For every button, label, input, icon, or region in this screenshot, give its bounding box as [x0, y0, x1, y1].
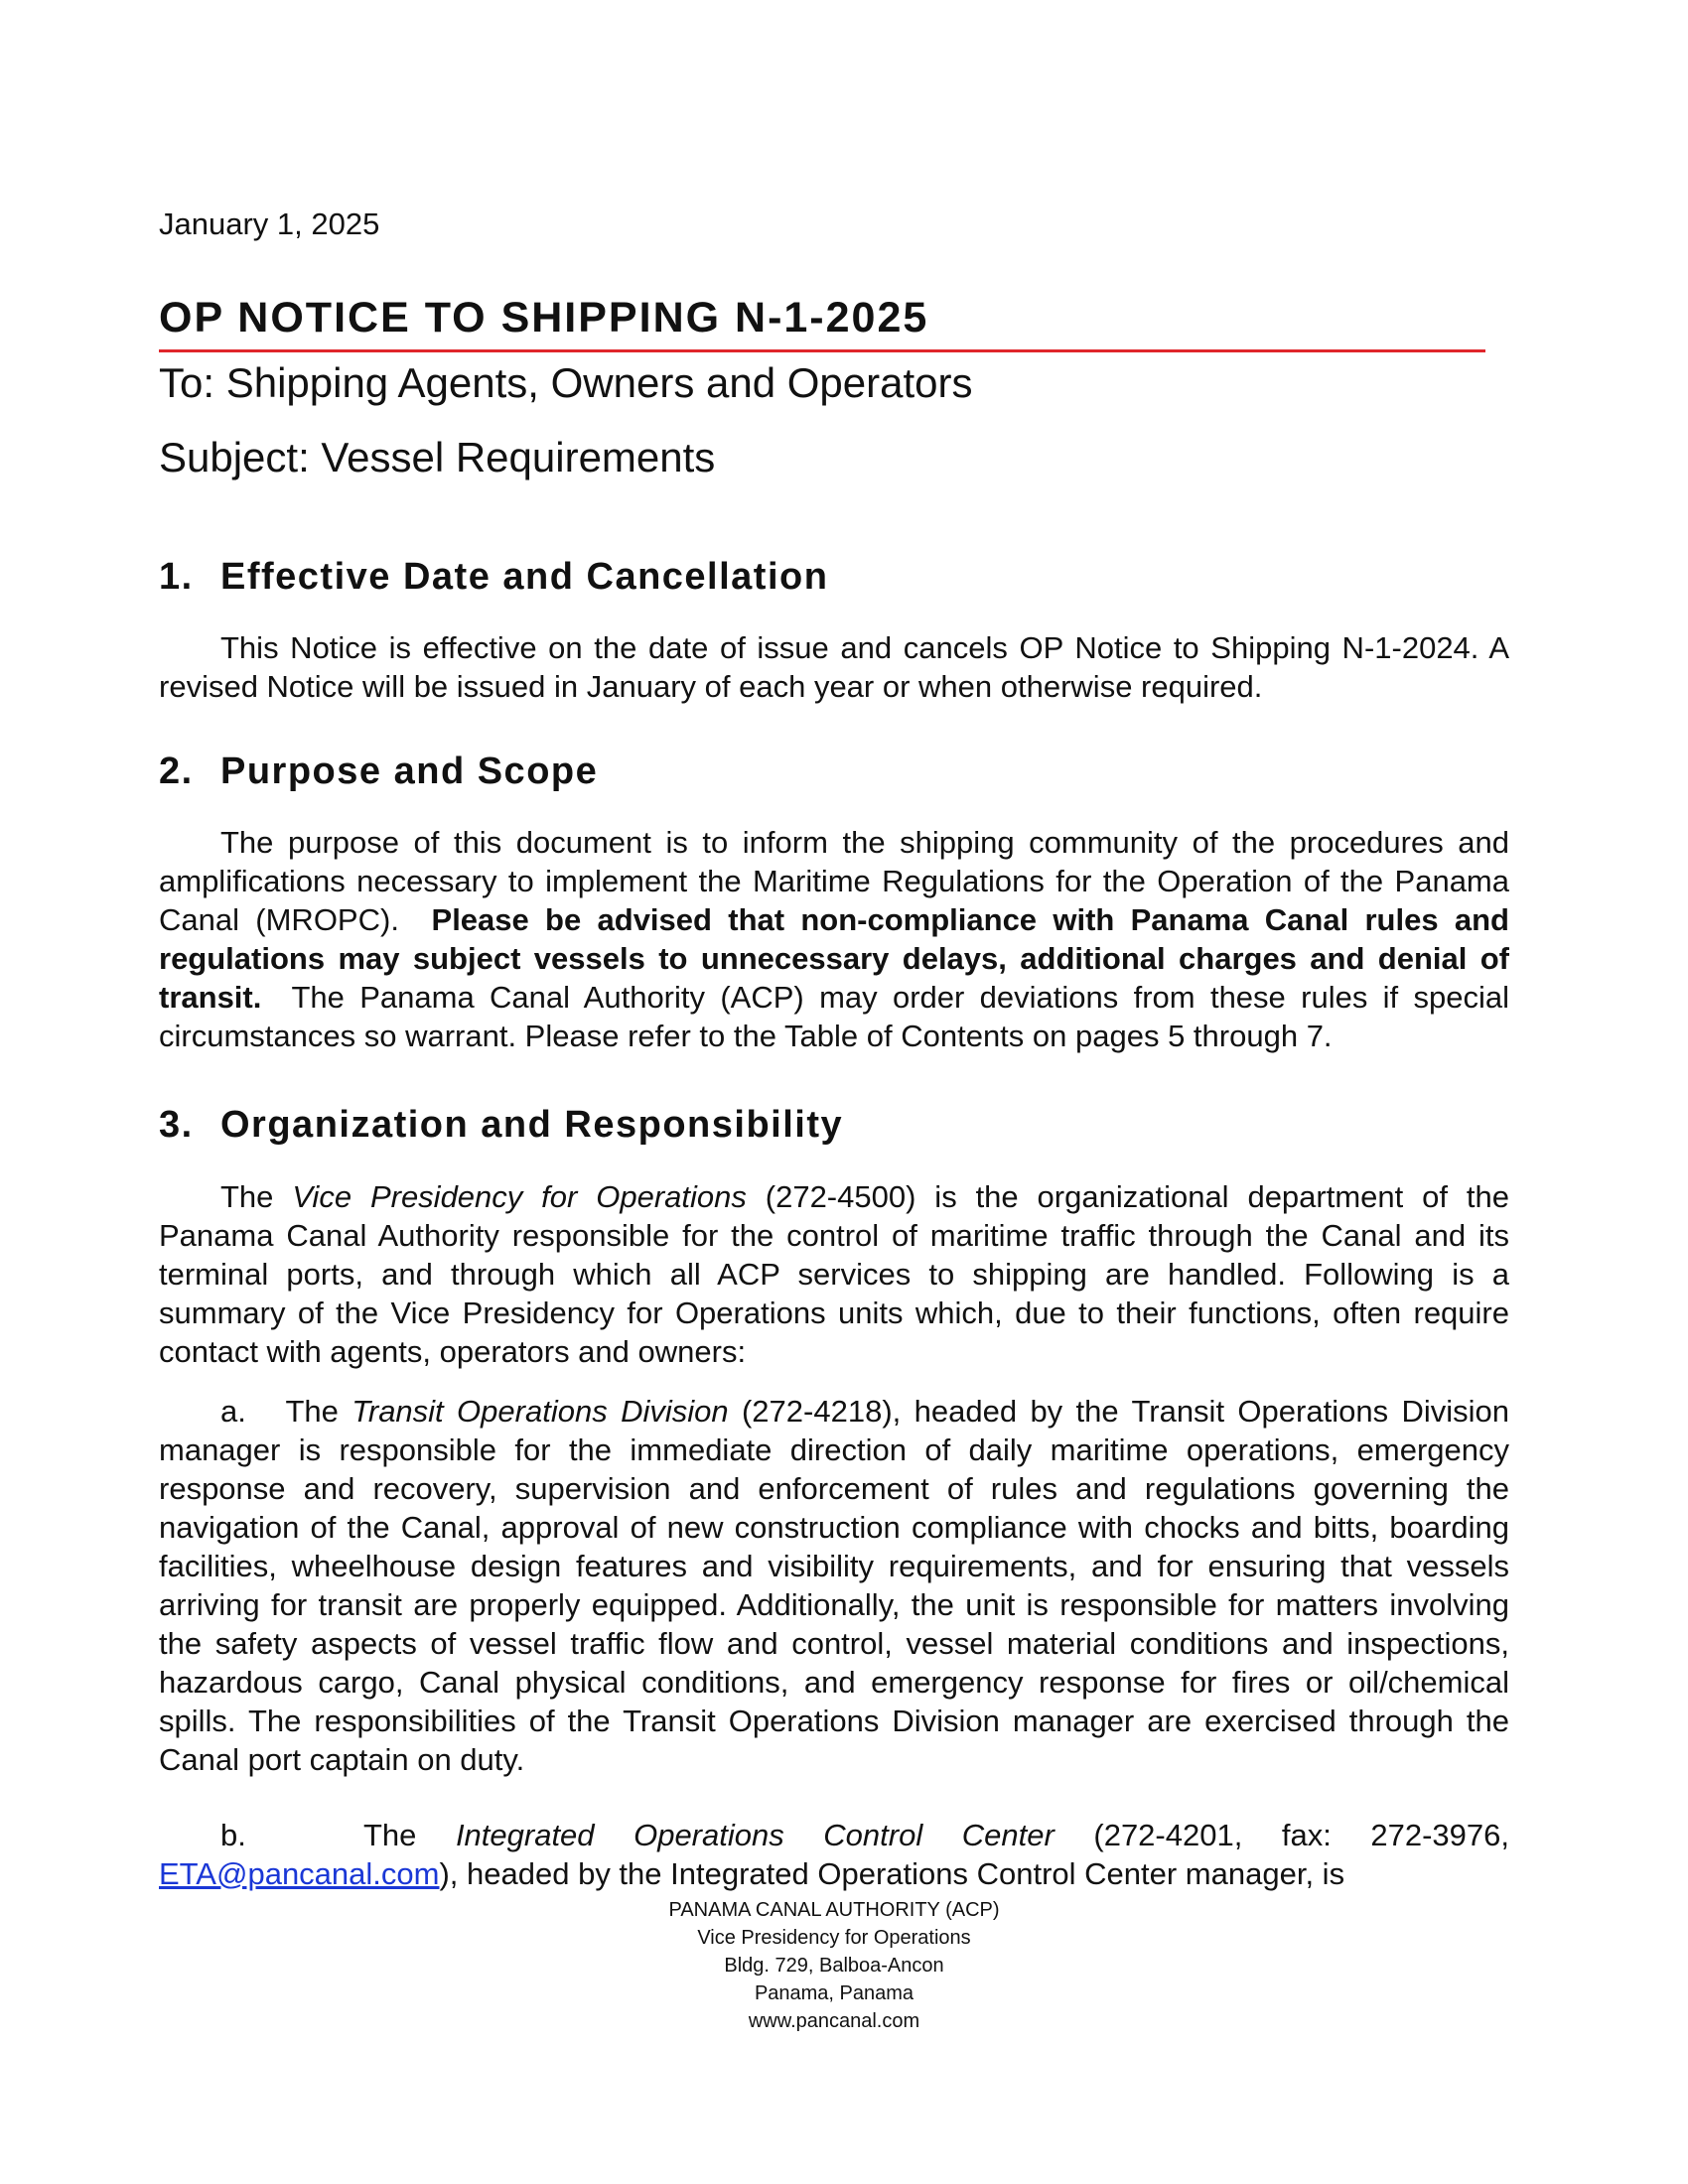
section-3-text-start: The — [220, 1179, 274, 1214]
section-2-warning: Please be advised that non-compliance with Panama Canal rules and regulations may subject vessels to unnecessary delays, additional charges and denial of transit. — [159, 902, 1509, 1015]
footer-city: Panama, Panama — [754, 1982, 914, 2004]
section-2-text-intro: The purpose of this document is to inform the shipping community of the procedures and amplifications necessary to implement the Maritime Regulations for the Operation of the Panama Canal (MROPC). — [159, 825, 1509, 937]
section-3-item-a — [159, 1392, 1509, 1779]
section-3-text-rest: (272-4500) is the organizational department of the Panama Canal Authority responsible for the control of maritime traffic through the Canal and its terminal ports, and through which all ACP services to shipping are handled. Following is a summary of the Vice Presidency for Operations units which, due to their functions, often require contact with agents, operators and owners: — [159, 1179, 1509, 1369]
item-b-text-start: The — [362, 1818, 417, 1852]
notice-title: OP NOTICE TO SHIPPING N-1-2025 — [159, 294, 929, 341]
section-3-heading — [159, 1104, 843, 1147]
subject-line: Subject: Vessel Requirements — [159, 434, 716, 480]
section-3-item-b — [159, 1816, 1509, 1893]
section-3-department-name: Vice Presidency for Operations — [292, 1179, 747, 1214]
eta-email-link[interactable]: ETA@pancanal.com — [159, 1856, 440, 1891]
footer-department: Vice Presidency for Operations — [697, 1927, 971, 1949]
footer-organization: PANAMA CANAL AUTHORITY (ACP) — [668, 1899, 1000, 1921]
notice-date: January 1, 2025 — [159, 206, 380, 241]
section-2-number: 2. — [159, 751, 194, 792]
item-b-center-name: Integrated Operations Control Center — [455, 1818, 1055, 1852]
section-2-text-closing: The Panama Canal Authority (ACP) may order deviations from these rules if special circumstances so warrant. Please refer to the Table of Contents on pages 5 through 7. — [159, 980, 1509, 1053]
section-2-paragraph — [159, 823, 1509, 1055]
section-1-number: 1. — [159, 556, 194, 598]
page-footer — [159, 1896, 1509, 2035]
section-1-paragraph: This Notice is effective on the date of issue and cancels OP Notice to Shipping N-1-2024. A revised Notice will be issued in January of each year or when otherwise required. — [159, 630, 1509, 704]
section-2-title: Purpose and Scope — [220, 751, 599, 792]
item-b-label: b. — [220, 1818, 246, 1852]
item-a-text-rest: (272-4218), headed by the Transit Operations Division manager is responsible for the immediate direction of daily maritime operations, emergency response and recovery, supervision and enforcement of rules and regulations governing the navigation of the Canal, approval of new construction compliance with chocks and bitts, boarding facilities, wheelhouse design features and visibility requirements, and for ensuring that vessels arriving for transit are properly equipped. Additionally, the unit is responsible for matters involving the safety aspects of vessel traffic flow and control, vessel material conditions and inspections, hazardous cargo, Canal physical conditions, and emergency response for fires or oil/chemical spills. The responsibilities of the Transit Operations Division manager are exercised through the Canal port captain on duty. — [159, 1394, 1509, 1777]
section-2-heading — [159, 751, 598, 793]
recipients-line: To: Shipping Agents, Owners and Operators — [159, 359, 973, 406]
section-3-paragraph — [159, 1177, 1509, 1371]
title-underline — [159, 349, 1485, 352]
section-3-number: 3. — [159, 1104, 194, 1146]
section-1-heading — [159, 556, 828, 599]
section-3-title: Organization and Responsibility — [220, 1104, 844, 1146]
footer-building: Bldg. 729, Balboa-Ancon — [724, 1955, 944, 1977]
item-a-label: a. — [220, 1394, 246, 1429]
footer-website: www.pancanal.com — [748, 2010, 920, 2032]
item-a-division-name: Transit Operations Division — [352, 1394, 729, 1429]
item-b-phone-fax: (272-4201, fax: 272-3976, — [1093, 1818, 1510, 1852]
document-page — [159, 0, 1509, 2184]
item-b-text-rest: ), headed by the Integrated Operations Control Center manager, is — [439, 1856, 1345, 1891]
item-a-text-start: The — [285, 1394, 339, 1429]
section-1-title: Effective Date and Cancellation — [220, 556, 829, 598]
